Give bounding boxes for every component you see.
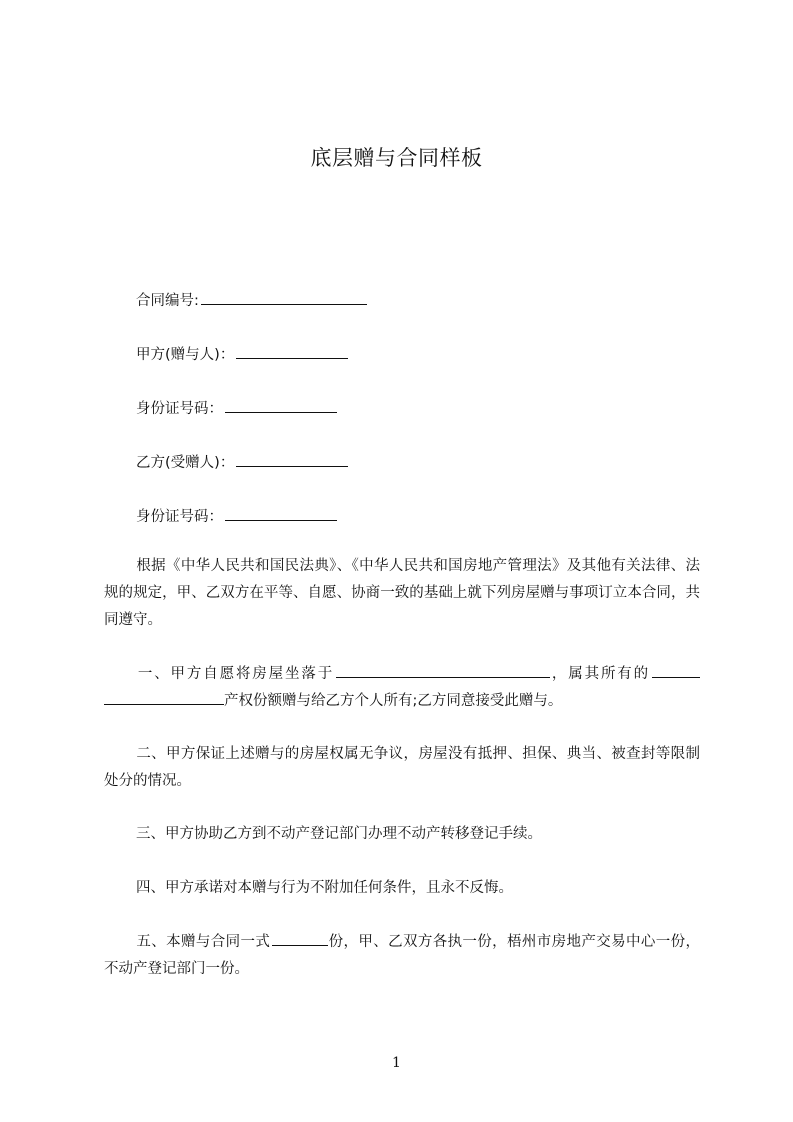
party-a-id-label: 身份证号码：	[136, 401, 223, 417]
intro-paragraph	[104, 553, 700, 634]
contract-number-field	[136, 291, 367, 311]
intro-text: 根据《中华人民共和国民法典》、《中华人民共和国房地产管理法》及其他有关法律、法规的规定，甲、乙双方在平等、自愿、协商一致的基础上就下列房屋赠与事项订立本合同，共同遵守。	[104, 558, 700, 628]
party-b-id-label: 身份证号码：	[136, 509, 223, 525]
clause-5-text-b: 份，甲、乙双方各执一份，梧州市房地产交易中心一份，不动产登记部门一份。	[104, 934, 701, 977]
clause-3-text: 三、甲方协助乙方到不动产登记部门办理不动产转移登记手续。	[136, 826, 542, 842]
party-b-label: 乙方(受赠人)：	[136, 455, 235, 471]
page-number: 1	[392, 1055, 401, 1071]
party-a-blank	[236, 357, 348, 359]
clause-1	[104, 661, 700, 715]
party-b-id-blank	[225, 519, 337, 521]
party-b-id-field	[136, 507, 337, 527]
contract-number-blank	[201, 303, 367, 305]
property-share-blank-line1	[652, 676, 700, 678]
clause-5-text-a: 五、本赠与合同一式	[136, 934, 271, 950]
property-share-blank-line2	[104, 703, 224, 705]
clause-1-text-c: 产权份额赠与给乙方个人所有;乙方同意接受此赠与。	[224, 693, 563, 709]
clause-1-text-b: ，属其所有的	[550, 666, 651, 682]
copies-count-blank	[272, 944, 328, 946]
clause-2-text: 二、甲方保证上述赠与的房屋权属无争议，房屋没有抵押、担保、典当、被查封等限制处分的情况。	[104, 746, 700, 789]
party-b-blank	[236, 465, 348, 467]
party-b-field	[136, 453, 348, 473]
clause-4-text: 四、甲方承诺对本赠与行为不附加任何条件，且永不反悔。	[136, 880, 513, 896]
contract-number-label: 合同编号:	[136, 293, 199, 309]
party-a-field	[136, 345, 348, 365]
document-title: 底层赠与合同样板	[310, 146, 483, 170]
clause-4	[104, 875, 700, 902]
clause-5	[104, 929, 700, 983]
clause-2	[104, 741, 700, 795]
clause-3	[104, 821, 700, 848]
party-a-label: 甲方(赠与人)：	[136, 347, 235, 363]
party-a-id-blank	[225, 411, 337, 413]
property-location-blank	[336, 676, 550, 678]
clause-1-text-a: 一、甲方自愿将房屋坐落于	[136, 666, 335, 682]
party-a-id-field	[136, 399, 337, 419]
